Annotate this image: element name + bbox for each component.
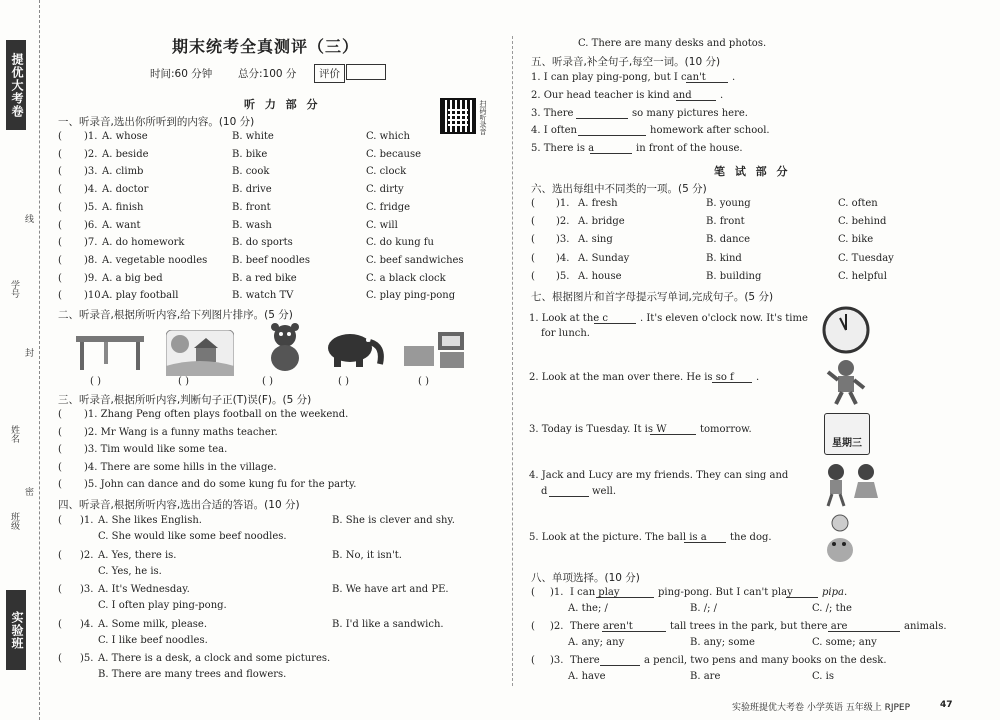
answer-bracket[interactable]: ( xyxy=(531,587,535,598)
eval-label: 评价 xyxy=(314,64,345,83)
question-number: )4. xyxy=(556,252,570,264)
answer-bracket[interactable]: ( xyxy=(58,166,62,178)
answer-blank[interactable] xyxy=(686,72,728,83)
option-a[interactable]: A. fresh xyxy=(578,198,618,209)
answer-bracket[interactable]: ( xyxy=(58,219,62,231)
option-a[interactable]: A. beside xyxy=(102,148,149,160)
seal-marker: 封 xyxy=(23,348,33,357)
s4-heading: 四、听录音,根据所听内容,选出合适的答语。(10 分) xyxy=(58,499,300,511)
answer-bracket[interactable]: ( xyxy=(58,184,62,196)
question-number: )8. xyxy=(84,254,98,266)
option-c[interactable]: C. often xyxy=(838,198,878,209)
option-b[interactable]: B. front xyxy=(232,201,271,213)
clock-picture xyxy=(822,306,870,354)
sentence-end: in front of the house. xyxy=(636,143,743,155)
sentence-start: 2. Our head teacher is kind and xyxy=(531,89,692,101)
option-b[interactable]: B. No, it isn't. xyxy=(332,549,402,561)
answer-bracket[interactable]: ( xyxy=(58,515,62,526)
s5-heading: 五、听录音,补全句子,每空一词。(10 分) xyxy=(531,56,721,68)
answer-bracket[interactable]: ( xyxy=(58,618,62,630)
option-c[interactable]: C. /; the xyxy=(812,603,852,614)
option-b[interactable]: B. We have art and PE. xyxy=(332,584,449,595)
answer-blank[interactable] xyxy=(576,108,628,119)
ball-dog-picture xyxy=(820,514,860,566)
s6-heading: 六、选出每组中不同类的一项。(5 分) xyxy=(531,183,707,195)
brand-label-2: 实验班 xyxy=(6,590,26,670)
question-number: )3. xyxy=(84,166,98,178)
option-c[interactable]: C. I often play ping-pong. xyxy=(98,600,227,611)
answer-bracket[interactable]: ( xyxy=(58,409,62,420)
statement: )5. John can dance and do some kung fu for the party. xyxy=(84,479,357,490)
score-label: 总分:100 分 xyxy=(238,68,297,80)
option-b[interactable]: B. any; some xyxy=(690,637,755,648)
listening-section-title: 听 力 部 分 xyxy=(244,98,321,111)
option-c[interactable]: C. which xyxy=(366,131,410,142)
class-label: 班级 xyxy=(9,512,19,530)
answer-bracket[interactable]: ( xyxy=(58,653,62,664)
village-picture xyxy=(166,330,234,376)
question-number: )6. xyxy=(84,219,98,231)
option-b[interactable]: B. She is clever and shy. xyxy=(332,515,455,526)
option-a[interactable]: A. whose xyxy=(102,131,148,142)
answer-blank[interactable] xyxy=(594,313,636,324)
answer-bracket[interactable]: ( xyxy=(531,216,535,228)
option-a[interactable]: A. bridge xyxy=(578,216,625,228)
question-number: )3. xyxy=(550,655,564,666)
qr-code-icon[interactable] xyxy=(440,98,476,134)
sentence-start: 5. Look at the picture. The ball is a xyxy=(529,532,707,543)
answer-bracket[interactable]: ( xyxy=(531,234,535,246)
table-picture xyxy=(74,330,146,372)
option-c[interactable]: C. Tuesday xyxy=(838,252,894,264)
brand-label: 提优大考卷 xyxy=(6,40,26,130)
question-number: )10. xyxy=(84,290,104,302)
option-c[interactable]: C. She would like some beef noodles. xyxy=(98,531,287,542)
eval-box[interactable] xyxy=(346,64,386,80)
sentence-end: tomorrow. xyxy=(700,424,752,435)
option-c[interactable]: C. a black clock xyxy=(366,272,446,284)
calendar-day-label: 星期三 xyxy=(832,438,862,449)
option-c[interactable]: C. helpful xyxy=(838,270,887,282)
question-part1: There aren't xyxy=(570,621,633,632)
option-c[interactable]: C. fridge xyxy=(366,201,411,213)
option-b[interactable]: B. bike xyxy=(232,148,268,160)
bear-picture xyxy=(262,322,308,374)
answer-blank[interactable] xyxy=(786,587,818,598)
question-number: )3. xyxy=(556,234,570,246)
question-number: )7. xyxy=(84,237,98,249)
option-a[interactable]: A. Some milk, please. xyxy=(98,618,208,630)
sentence-start: 3. There xyxy=(531,107,574,119)
sentence-start: 4. I often xyxy=(531,125,577,137)
option-c[interactable]: C. do kung fu xyxy=(366,237,434,249)
answer-bracket[interactable]: ( xyxy=(531,655,535,666)
answer-bracket[interactable]: ( xyxy=(531,270,535,282)
option-a[interactable]: A. finish xyxy=(102,201,144,213)
answer-blank[interactable] xyxy=(602,621,666,632)
sentence-end: so many pictures here. xyxy=(632,107,748,119)
answer-bracket[interactable]: ( xyxy=(531,252,535,264)
question-number: )4. xyxy=(84,184,98,196)
question-number: )1. xyxy=(556,198,570,209)
answer-blank[interactable] xyxy=(578,125,646,136)
answer-blank[interactable] xyxy=(676,90,716,101)
answer-blank[interactable] xyxy=(600,655,640,666)
option-b[interactable]: B. do sports xyxy=(232,237,293,249)
student-id-label: 学号 xyxy=(9,280,19,298)
option-b[interactable]: B. front xyxy=(706,216,745,228)
option-a[interactable]: A. It's Wednesday. xyxy=(98,584,190,595)
s2-bracket-3[interactable]: ( ) xyxy=(262,376,273,387)
option-a[interactable]: A. There is a desk, a clock and some pictures. xyxy=(98,653,331,664)
question-part2: tall trees in the park, but there are xyxy=(670,621,848,632)
answer-blank[interactable] xyxy=(650,424,696,435)
statement: )1. Zhang Peng often plays football on the weekend. xyxy=(84,409,349,420)
option-b[interactable]: B. drive xyxy=(232,184,272,196)
option-c[interactable]: C. play ping-pong xyxy=(366,290,456,302)
answer-blank[interactable] xyxy=(590,143,632,154)
option-c[interactable]: C. beef sandwiches xyxy=(366,254,464,266)
option-b[interactable]: B. cook xyxy=(232,166,270,178)
answer-bracket[interactable]: ( xyxy=(58,272,62,284)
option-a[interactable]: A. climb xyxy=(102,166,144,178)
sentence-line2: for lunch. xyxy=(541,328,590,339)
s4-q5-option-c: C. There are many desks and photos. xyxy=(578,38,767,49)
answer-bracket[interactable]: ( xyxy=(58,131,62,142)
question-number: )5. xyxy=(80,653,94,664)
option-c[interactable]: C. Yes, he is. xyxy=(98,565,162,577)
option-c[interactable]: C. I like beef noodles. xyxy=(98,634,208,646)
option-c[interactable]: C. some; any xyxy=(812,637,877,648)
answer-bracket[interactable]: ( xyxy=(58,201,62,213)
funny-man-picture xyxy=(826,358,866,406)
statement: )2. Mr Wang is a funny maths teacher. xyxy=(84,426,278,438)
option-c[interactable]: C. clock xyxy=(366,166,407,178)
option-a[interactable]: A. do homework xyxy=(102,237,185,249)
qr-caption: 扫码听录音 xyxy=(479,100,487,135)
sentence-start: 1. Look at the c xyxy=(529,313,608,324)
question-number: )5. xyxy=(556,270,570,282)
elephant-picture xyxy=(324,328,386,368)
answer-bracket[interactable]: ( xyxy=(531,621,535,632)
question-part1: I can play xyxy=(570,587,620,598)
option-a[interactable]: A. vegetable noodles xyxy=(102,254,208,266)
option-c[interactable]: C. is xyxy=(812,671,834,682)
question-number: )2. xyxy=(550,621,564,632)
first-letter: d xyxy=(541,486,548,497)
statement: )4. There are some hills in the village. xyxy=(84,461,277,473)
s2-bracket-5[interactable]: ( ) xyxy=(418,376,429,387)
calendar-picture xyxy=(824,413,870,455)
kids-dancing-picture xyxy=(822,462,882,508)
question-number: )9. xyxy=(84,272,98,284)
question-number: )1. xyxy=(550,587,564,598)
answer-bracket[interactable]: ( xyxy=(58,549,62,561)
option-b[interactable]: B. are xyxy=(690,671,721,682)
answer-bracket[interactable]: ( xyxy=(58,584,62,595)
time-label: 时间:60 分钟 xyxy=(150,68,213,80)
page-divider xyxy=(512,36,513,686)
sentence-end: homework after school. xyxy=(650,125,770,137)
answer-bracket[interactable]: ( xyxy=(531,198,535,209)
s1-heading: 一、听录音,选出你所听到的内容。(10 分) xyxy=(58,116,255,128)
sentence-end: . xyxy=(756,372,760,383)
writing-section-title: 笔 试 部 分 xyxy=(714,165,791,178)
question-number: )4. xyxy=(80,618,94,630)
option-a[interactable]: A. house xyxy=(578,270,622,282)
footer-text: 实验班提优大考卷 小学英语 五年级上 RJPEP xyxy=(732,703,911,713)
answer-blank[interactable] xyxy=(549,486,589,497)
sentence-end: well. xyxy=(592,486,617,497)
s2-heading: 二、听录音,根据所听内容,给下列图片排序。(5 分) xyxy=(58,309,293,321)
option-c[interactable]: C. behind xyxy=(838,216,887,228)
option-a[interactable]: A. Yes, there is. xyxy=(98,549,177,561)
s8-heading: 八、单项选择。(10 分) xyxy=(531,572,640,584)
answer-bracket[interactable]: ( xyxy=(58,426,62,438)
option-a[interactable]: A. She likes English. xyxy=(98,515,202,526)
sentence-end: . xyxy=(720,89,724,101)
option-b[interactable]: B. /; / xyxy=(690,603,717,614)
option-b[interactable]: B. There are many trees and flowers. xyxy=(98,669,287,680)
option-c[interactable]: C. because xyxy=(366,148,422,160)
question-part2: ping-pong. But I can't play xyxy=(658,587,793,598)
answer-blank[interactable] xyxy=(828,621,900,632)
option-b[interactable]: B. a red bike xyxy=(232,272,297,284)
question-part3: animals. xyxy=(904,621,947,632)
option-b[interactable]: B. white xyxy=(232,131,274,142)
answer-bracket[interactable]: ( xyxy=(58,461,62,473)
s2-bracket-4[interactable]: ( ) xyxy=(338,376,349,387)
answer-blank[interactable] xyxy=(712,372,752,383)
line-marker: 线 xyxy=(23,214,33,223)
option-a[interactable]: A. sing xyxy=(578,234,613,246)
question-number: )2. xyxy=(84,148,98,160)
sentence-end: the dog. xyxy=(730,532,772,543)
option-b[interactable]: B. building xyxy=(706,270,762,282)
room-picture xyxy=(402,328,468,372)
answer-bracket[interactable]: ( xyxy=(58,479,62,490)
option-b[interactable]: B. beef noodles xyxy=(232,254,310,266)
sentence-start: 1. I can play ping-pong, but I can't xyxy=(531,72,706,83)
option-c[interactable]: C. will xyxy=(366,219,398,231)
option-b[interactable]: B. young xyxy=(706,198,751,209)
sentence-end: . It's eleven o'clock now. It's time xyxy=(640,313,808,324)
sentence-start: 3. Today is Tuesday. It is W xyxy=(529,424,667,435)
answer-bracket[interactable]: ( xyxy=(58,237,62,249)
answer-blank[interactable] xyxy=(684,532,726,543)
question-number: )1. xyxy=(84,131,98,142)
option-a[interactable]: A. the; / xyxy=(568,603,608,614)
sentence-start: 5. There is a xyxy=(531,143,595,155)
answer-bracket[interactable]: ( xyxy=(58,148,62,160)
option-a[interactable]: A. a big bed xyxy=(102,272,163,284)
option-a[interactable]: A. play football xyxy=(102,290,179,302)
binding-strip xyxy=(0,0,40,720)
option-a[interactable]: A. any; any xyxy=(568,637,625,648)
answer-bracket[interactable]: ( xyxy=(58,290,62,302)
s3-heading: 三、听录音,根据所听内容,判断句子正(T)误(F)。(5 分) xyxy=(58,394,312,406)
option-a[interactable]: A. Sunday xyxy=(578,252,630,264)
question-number: )3. xyxy=(80,584,94,595)
answer-bracket[interactable]: ( xyxy=(58,444,62,455)
question-part1: There xyxy=(570,655,600,666)
page-number: 47 xyxy=(940,700,953,710)
option-b[interactable]: B. watch TV xyxy=(232,290,294,302)
sentence-end: . xyxy=(732,72,736,83)
option-b[interactable]: B. I'd like a sandwich. xyxy=(332,618,444,630)
question-number: )5. xyxy=(84,201,98,213)
question-number: )2. xyxy=(80,549,94,561)
option-a[interactable]: A. have xyxy=(568,671,606,682)
s2-bracket-2[interactable]: ( ) xyxy=(178,376,189,387)
option-b[interactable]: B. kind xyxy=(706,252,742,264)
option-c[interactable]: C. bike xyxy=(838,234,874,246)
question-number: )2. xyxy=(556,216,570,228)
option-a[interactable]: A. want xyxy=(102,219,141,231)
answer-bracket[interactable]: ( xyxy=(58,254,62,266)
sentence-start: 2. Look at the man over there. He is so f xyxy=(529,372,734,383)
seal-marker-2: 密 xyxy=(23,487,33,496)
sentence-start: 4. Jack and Lucy are my friends. They can sing and xyxy=(529,470,789,481)
statement: )3. Tim would like some tea. xyxy=(84,444,228,455)
name-label: 姓名 xyxy=(9,425,19,443)
option-b[interactable]: B. wash xyxy=(232,219,272,231)
option-c[interactable]: C. dirty xyxy=(366,184,404,196)
s7-heading: 七、根据图片和首字母提示写单词,完成句子。(5 分) xyxy=(531,291,774,303)
question-part2: a pencil, two pens and many books on the desk. xyxy=(644,655,887,666)
exam-title: 期末统考全真测评（三） xyxy=(172,37,360,56)
question-number: )1. xyxy=(80,515,94,526)
option-b[interactable]: B. dance xyxy=(706,234,751,246)
option-a[interactable]: A. doctor xyxy=(102,184,149,196)
s2-bracket-1[interactable]: ( ) xyxy=(90,376,101,387)
question-part3: pipa. xyxy=(822,587,848,598)
answer-blank[interactable] xyxy=(596,587,654,598)
